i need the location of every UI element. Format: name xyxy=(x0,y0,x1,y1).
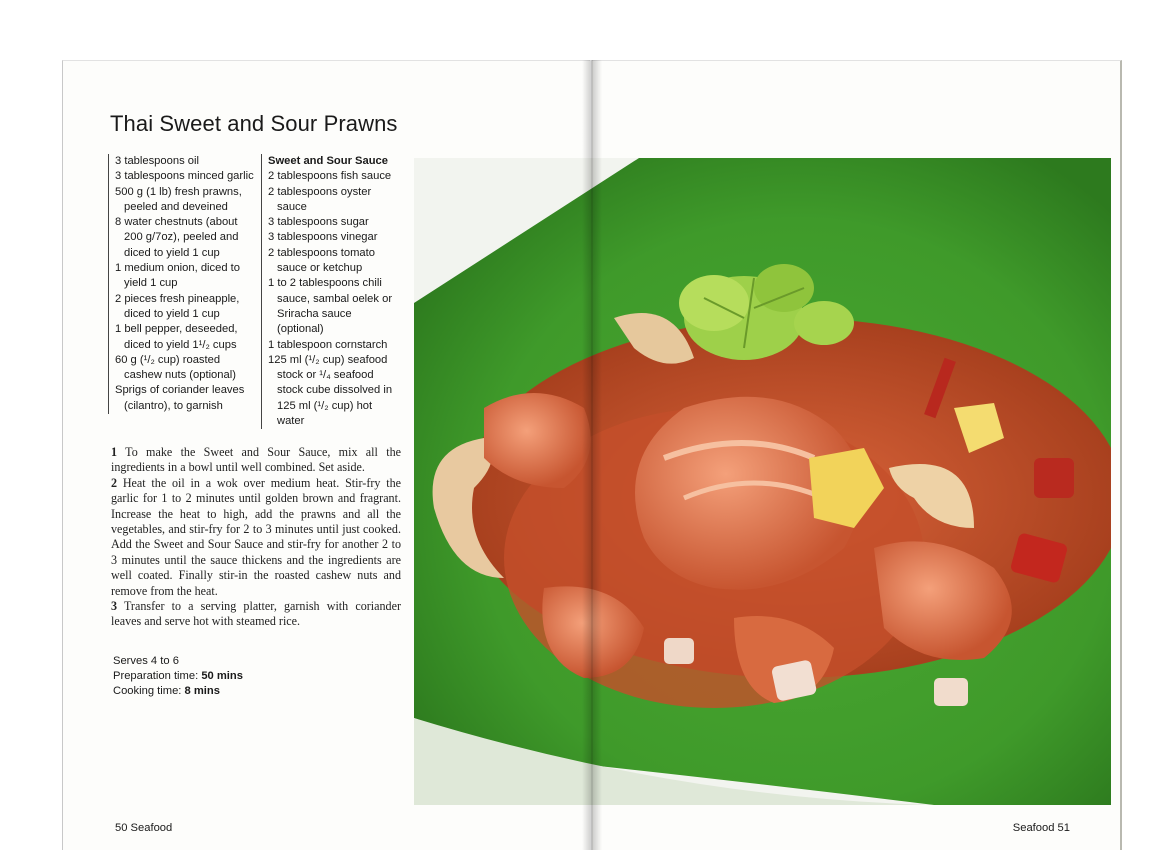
sauce-item: 3 tablespoons sugar xyxy=(268,216,369,229)
page-number-left: 50 Seafood xyxy=(115,822,173,834)
sauce-item: 125 ml (¹/₂ cup) seafood stock or ¹/₄ seafood stock cube dissolved in 125 ml (¹/₂ cup) hot water xyxy=(268,353,393,428)
sauce-heading: Sweet and Sour Sauce xyxy=(268,155,388,167)
ingredient-item: 60 g (¹/₂ cup) roasted cashew nuts (optional) xyxy=(115,353,236,382)
method-step xyxy=(111,445,401,476)
step-text: Transfer to a serving platter, garnish with coriander leaves and serve hot with steamed rice. xyxy=(111,599,401,629)
sauce-item: 2 tablespoons fish sauce xyxy=(268,170,392,183)
page-number-right: Seafood 51 xyxy=(1012,822,1070,834)
step-number: 3 xyxy=(111,599,118,614)
prep-time xyxy=(113,669,243,684)
sauce-item: 2 tablespoons oyster sauce xyxy=(268,185,372,213)
ingredient-item: 1 medium onion, diced to yield 1 cup xyxy=(115,262,241,290)
prep-label: Preparation time: xyxy=(113,670,199,683)
method-step xyxy=(111,599,401,630)
ingredient-item: 2 pieces fresh pineapple, diced to yield 1 cup xyxy=(115,292,240,320)
step-text: To make the Sweet and Sour Sauce, mix all the ingredients in a bowl until well combined. Set aside. xyxy=(111,445,401,475)
recipe-meta xyxy=(113,654,243,700)
step-number: 2 xyxy=(111,475,118,490)
prep-value: 50 mins xyxy=(201,670,243,683)
book-gutter xyxy=(582,60,602,850)
ingredient-item: 500 g (1 lb) fresh prawns, peeled and deveined xyxy=(115,185,242,213)
cookbook-spread xyxy=(62,60,1122,850)
cook-time xyxy=(113,684,243,699)
sauce-item: 2 tablespoons tomato sauce or ketchup xyxy=(268,246,375,275)
cook-value: 8 mins xyxy=(184,685,220,698)
method-step xyxy=(111,476,401,599)
sauce-item: 1 to 2 tablespoons chili sauce, sambal oelek or Sriracha sauce (optional) xyxy=(268,277,393,336)
sauce-list xyxy=(261,154,401,429)
ingredient-item: 3 tablespoons oil xyxy=(115,155,199,167)
sauce-item: 1 tablespoon cornstarch xyxy=(268,338,388,351)
recipe-title: Thai Sweet and Sour Prawns xyxy=(110,111,398,136)
sauce-item: 3 tablespoons vinegar xyxy=(268,231,378,244)
step-number: 1 xyxy=(111,445,118,459)
serves: Serves 4 to 6 xyxy=(113,655,179,667)
ingredients-list xyxy=(108,154,258,414)
dish-photo xyxy=(414,158,1111,805)
ingredient-item: 3 tablespoons minced garlic xyxy=(115,170,254,183)
method-steps xyxy=(111,445,401,630)
ingredient-item: 1 bell pepper, deseeded, diced to yield 1¹/₂ cups xyxy=(115,323,238,351)
ingredient-item: 8 water chestnuts (about 200 g/7oz), peeled and diced to yield 1 cup xyxy=(115,216,239,259)
cook-label: Cooking time: xyxy=(113,685,182,698)
step-text: Heat the oil in a wok over medium heat. Stir-fry the garlic for 1 to 2 minutes until golden brown and fragrant. Increase the heat to high, add the prawns and all the vegetables, and stir-fry for 2 to 3 minutes until just cooked. Add the Sweet and Sour Sauce and stir-fry for another 2 to 3 minutes until the sauce thickens and the ingredients are well coated. Finally stir-in the roasted cashew nuts and remove from the heat. xyxy=(111,475,401,598)
ingredient-item: Sprigs of coriander leaves (cilantro), to garnish xyxy=(115,384,245,412)
prawn-dish-illustration xyxy=(414,158,1111,805)
